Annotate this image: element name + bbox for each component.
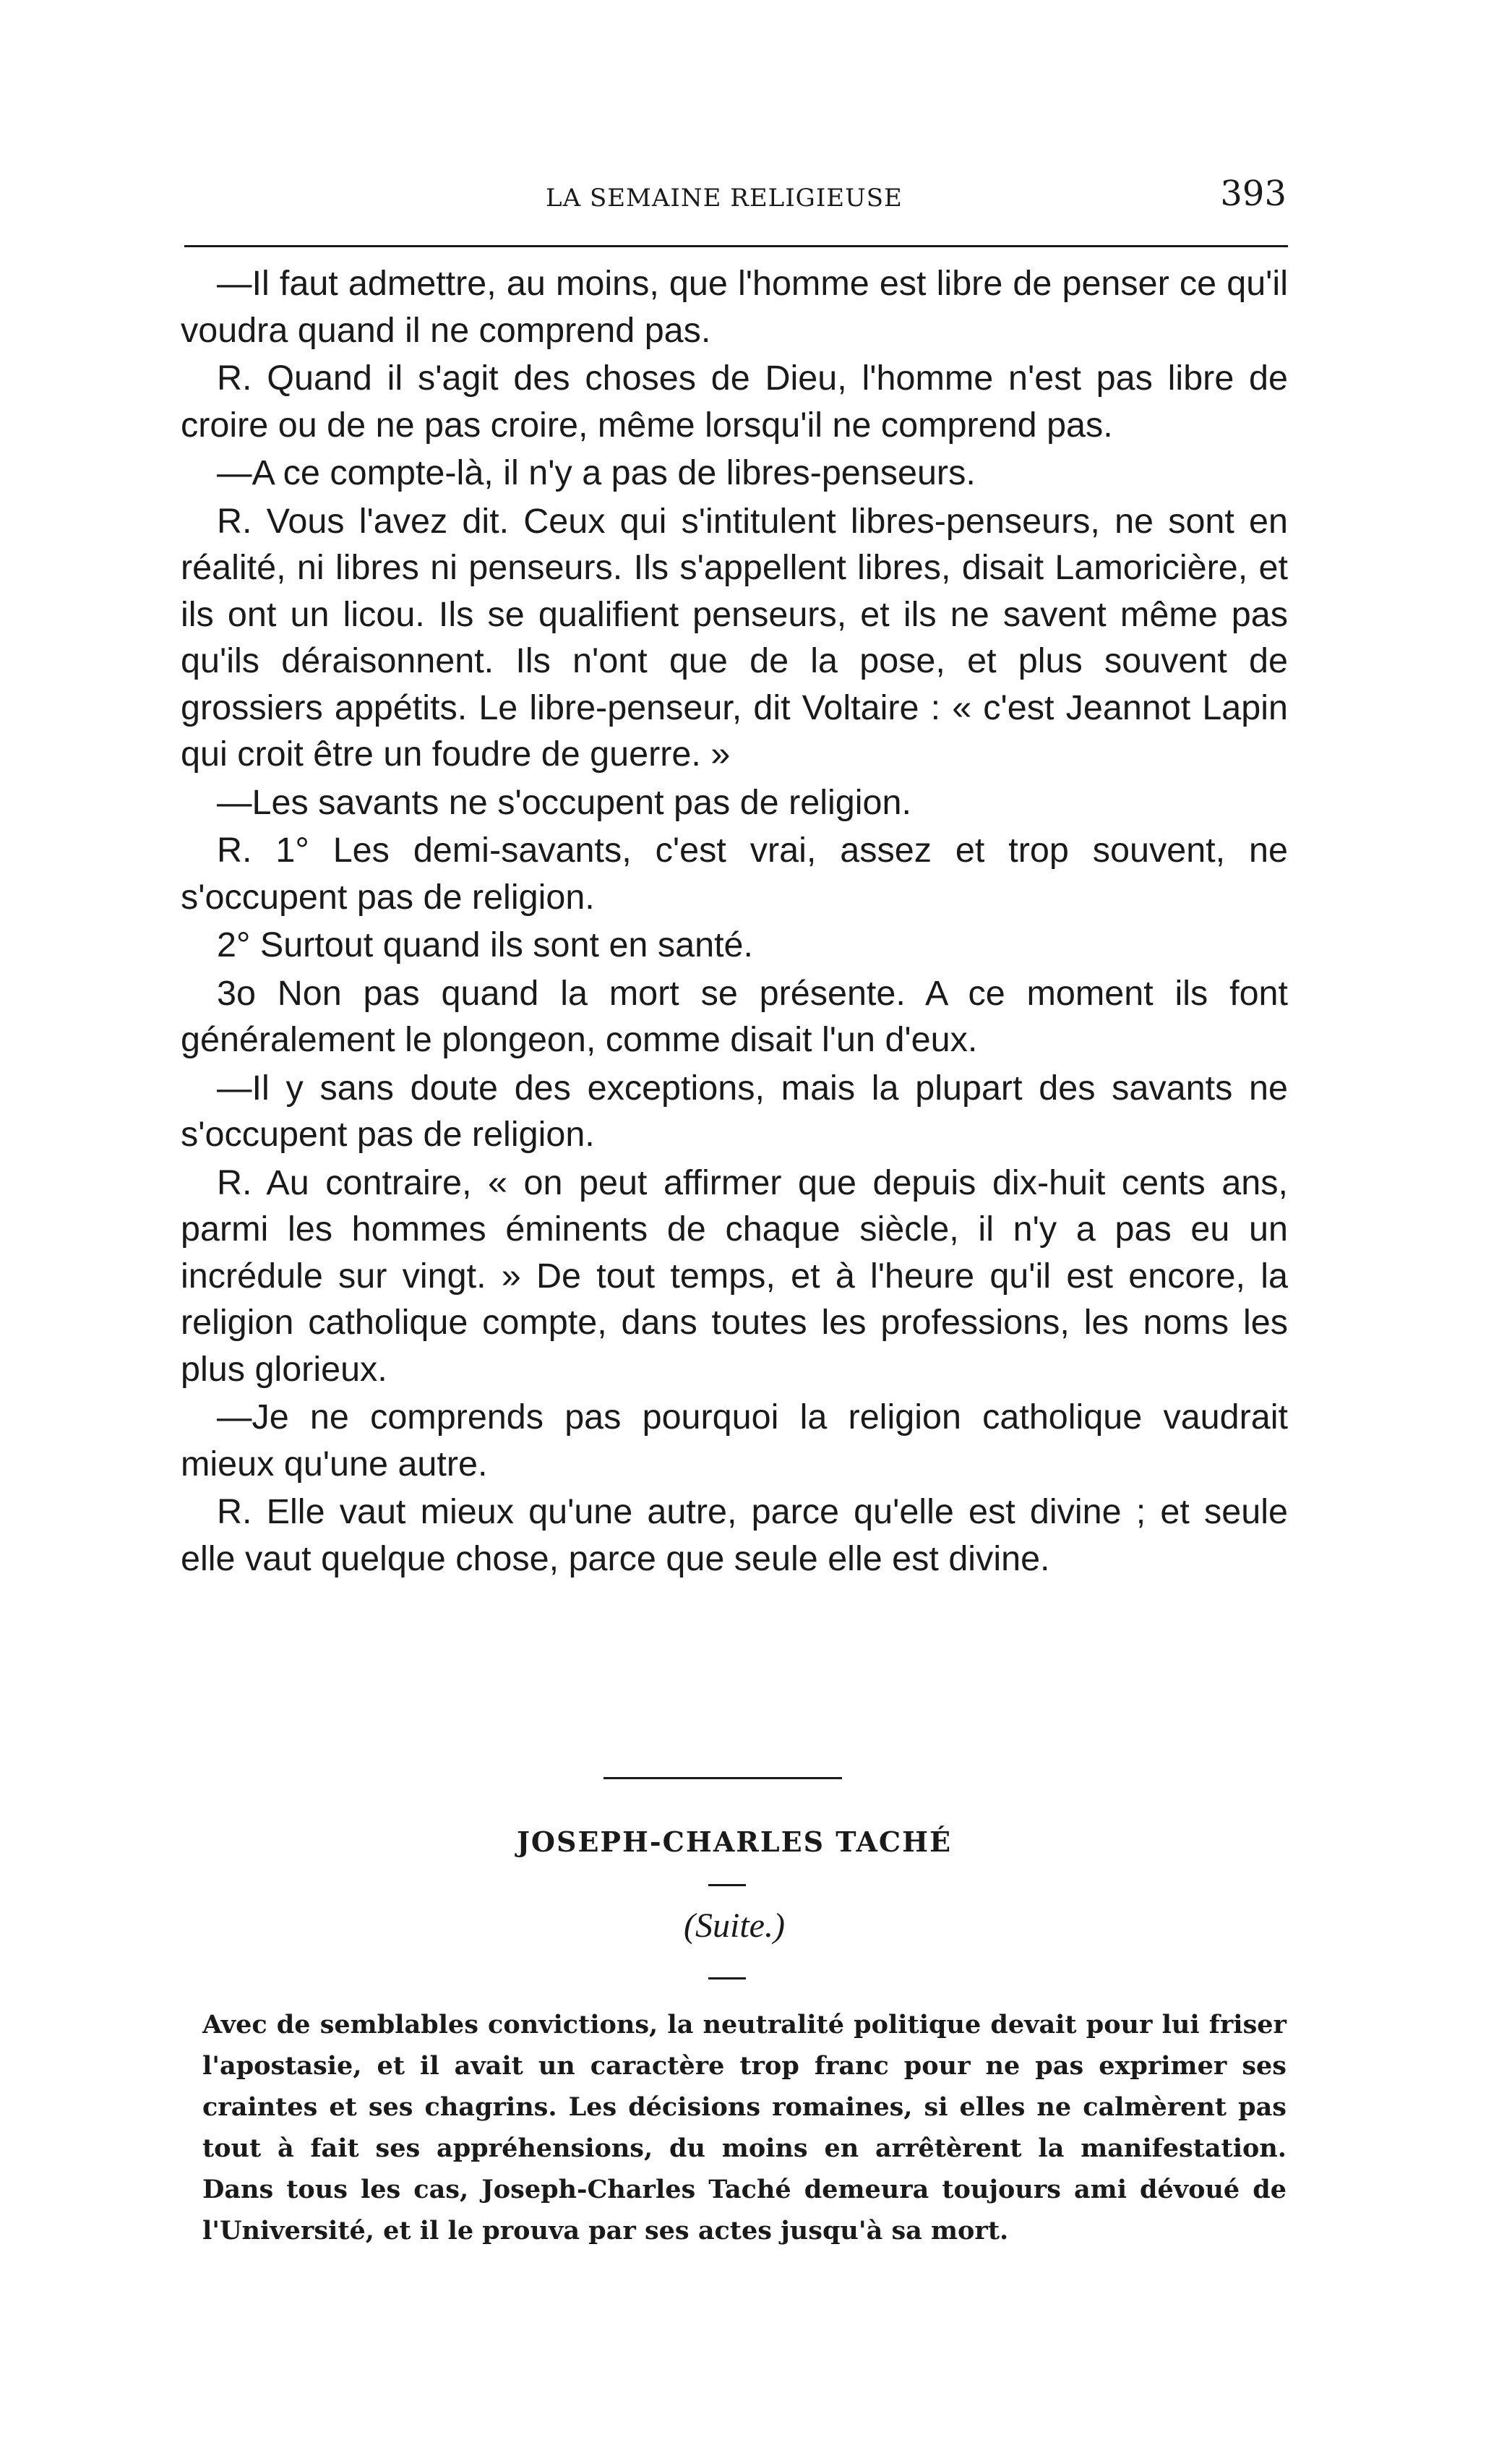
section-title: JOSEPH-CHARLES TACHÉ [516,1825,953,1858]
small-paragraph-block [202,2004,1287,2251]
paragraph: R. 1° Les demi-savants, c'est vrai, assez et trop souvent, ne s'occupent pas de religion. [181,831,1288,917]
paragraph: R. Quand il s'agit des choses de Dieu, l'homme n'est pas libre de croire ou de ne pas croire, même lorsqu'il ne comprend pas. [181,359,1288,445]
small-paragraph: Avec de semblables convictions, la neutralité politique devait pour lui friser l'apostasie, et il avait un caractère trop franc pour ne pas exprimer ses craintes et ses chagrins. Les décisions romaines, si elles ne calmèrent pas tout à fait ses appréhensions, du moins en arrêtèrent la manifestation. Dans tous les cas, Joseph-Charles Taché demeura toujours ami dévoué de l'Université, et il le prouva par ses actes jusqu'à sa mort. [202,2010,1287,2246]
paragraph: —Je ne comprends pas pourquoi la religion catholique vaudrait mieux qu'une autre. [181,1397,1288,1484]
paragraph: 2° Surtout quand ils sont en santé. [217,925,753,964]
paragraph: R. Au contraire, « on peut affirmer que depuis dix-huit cents ans, parmi les hommes éminents de chaque siècle, il n'y a pas eu un incrédule sur vingt. » De tout temps, et à l'heure qu'il est encore, la religion catholique compte, dans toutes les professions, les noms les plus glorieux. [181,1163,1288,1389]
paragraph: —Les savants ne s'occupent pas de religion. [217,782,911,822]
subtitle-rule [708,1977,746,1979]
section-separator [603,1777,842,1779]
header-rule [184,245,1288,247]
section-subtitle: (Suite.) [684,1906,785,1945]
paragraph: 3o Non pas quand la mort se présente. A ce moment ils font généralement le plongeon, comme disait l'un d'eux. [181,973,1288,1059]
paragraph: R. Vous l'avez dit. Ceux qui s'intitulent libres-penseurs, ne sont en réalité, ni libres ni penseurs. Ils s'appellent libres, disait Lamoricière, et ils ont un licou. Ils se qualifient penseurs, et ils ne savent même pas qu'ils déraisonnent. Ils n'ont que de la pose, et plus souvent de grossiers appétits. Le libre-penseur, dit Voltaire : « c'est Jeannot Lapin qui croit être un foudre de guerre. » [181,501,1288,774]
paragraph: —Il faut admettre, au moins, que l'homme est libre de penser ce qu'il voudra quand il ne comprend pas. [181,264,1288,350]
paragraph: R. Elle vaut mieux qu'une autre, parce qu'elle est divine ; et seule elle vaut quelque chose, parce que seule elle est divine. [181,1492,1288,1578]
running-title: LA SEMAINE RELIGIEUSE [546,184,903,213]
paragraph: —Il y sans doute des exceptions, mais la plupart des savants ne s'occupent pas de religion. [181,1068,1288,1154]
title-rule [708,1884,746,1886]
page-number: 393 [1220,174,1287,214]
paragraph: —A ce compte-là, il n'y a pas de libres-penseurs. [217,453,976,492]
main-text [181,260,1288,1583]
running-header [181,171,1287,221]
